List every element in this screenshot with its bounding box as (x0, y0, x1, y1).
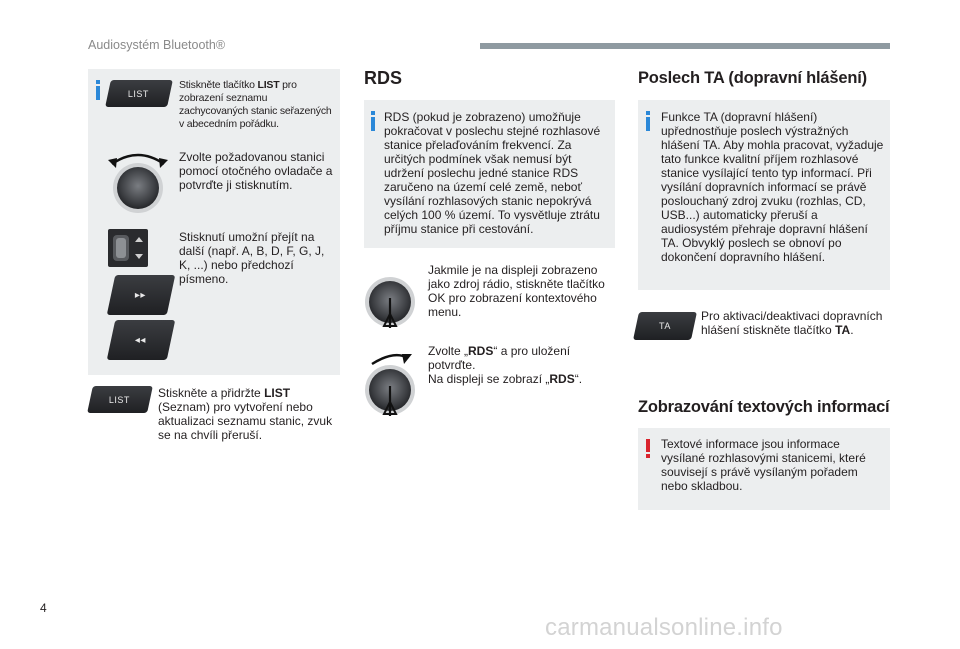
ok-knob-icon (358, 268, 422, 338)
info-icon (371, 111, 375, 131)
ta-toggle-text: Pro aktivaci/deaktivaci dopravních hlášení stiskněte tlačítko TA. (701, 309, 883, 337)
next-button: ▸▸ (107, 275, 176, 315)
list-button: LIST (105, 80, 173, 107)
rds-info-text: RDS (pokud je zobrazeno) umožňuje pokračovat v poslechu stejné rozhlasové stanice přelaďováním frekvencí. Za určitých podmínek však nemusí být udržení poslechu jedné stanice RDS zaručeno na území celé země, neboť vysílání rozhlasových stanic nepokrývá celých 100 % území. To vysvětluje ztrátu příjmu stanice při cestování. (384, 110, 601, 236)
document-header-title: Audiosystém Bluetooth® (88, 38, 226, 52)
info-icon (646, 111, 650, 131)
rds-select-text: Zvolte „RDS“ a pro uložení potvrďte. Na displeji se zobrazí „RDS“. (428, 344, 583, 386)
ok-menu-text: Jakmile je na displeji zobrazeno jako zdroj rádio, stiskněte tlačítko OK pro zobrazení kontextového menu. (428, 263, 605, 319)
ta-heading: Poslech TA (dopravní hlášení) (638, 69, 867, 87)
header-rule (480, 43, 890, 49)
text-info-heading: Zobrazování textových informací (638, 398, 890, 416)
rotary-knob-icon (106, 146, 170, 214)
rds-heading: RDS (364, 68, 403, 88)
text-info-warning: Textové informace jsou informace vysílané rozhlasovými stanicemi, které souvisejí s právě vysílaným pořadem nebo skladbou. (661, 437, 866, 493)
page-number: 4 (40, 601, 47, 615)
ta-info-text: Funkce TA (dopravní hlášení) upřednostňuje poslech výstražných hlášení TA. Aby mohla pracovat, vyžaduje tato funkce kvalitní příjem rozhlasové stanice vysílající tento typ informací. Při vysílání dopravních informací se právě poslouchaný zdroj zvuku (rozhlas, CD, USB...) automaticky přeruší a audiosystém přehraje dopravní hlášení TA. Obvyklý poslech se obnoví po dokončení dopravního hlášení. (661, 110, 884, 264)
watermark-text: carmanualsonline.info (545, 614, 783, 641)
select-knob-icon (358, 344, 422, 426)
info-icon (96, 80, 100, 100)
list-hold-text: Stiskněte a přidržte LIST (Seznam) pro vytvoření nebo aktualizaci seznamu stanic, zvuk se na chvíli přeruší. (158, 386, 333, 442)
previous-button: ◂◂ (107, 320, 176, 360)
warning-icon (646, 439, 650, 458)
letters-instruction-text: Stisknutí umožní přejít na další (např. A, B, D, F, G, J, K, ...) nebo předchozí písmeno. (179, 230, 325, 286)
letter-switch-icon (108, 229, 148, 267)
rotary-instruction-text: Zvolte požadovanou stanici pomocí otočného ovladače a potvrďte ji stisknutím. (179, 150, 333, 192)
list-hold-button: LIST (87, 386, 153, 413)
ta-button: TA (633, 312, 697, 340)
list-tip-text: Stiskněte tlačítko LIST pro zobrazení seznamu zachycovaných stanic seřazených v abecedním pořádku. (179, 79, 332, 130)
